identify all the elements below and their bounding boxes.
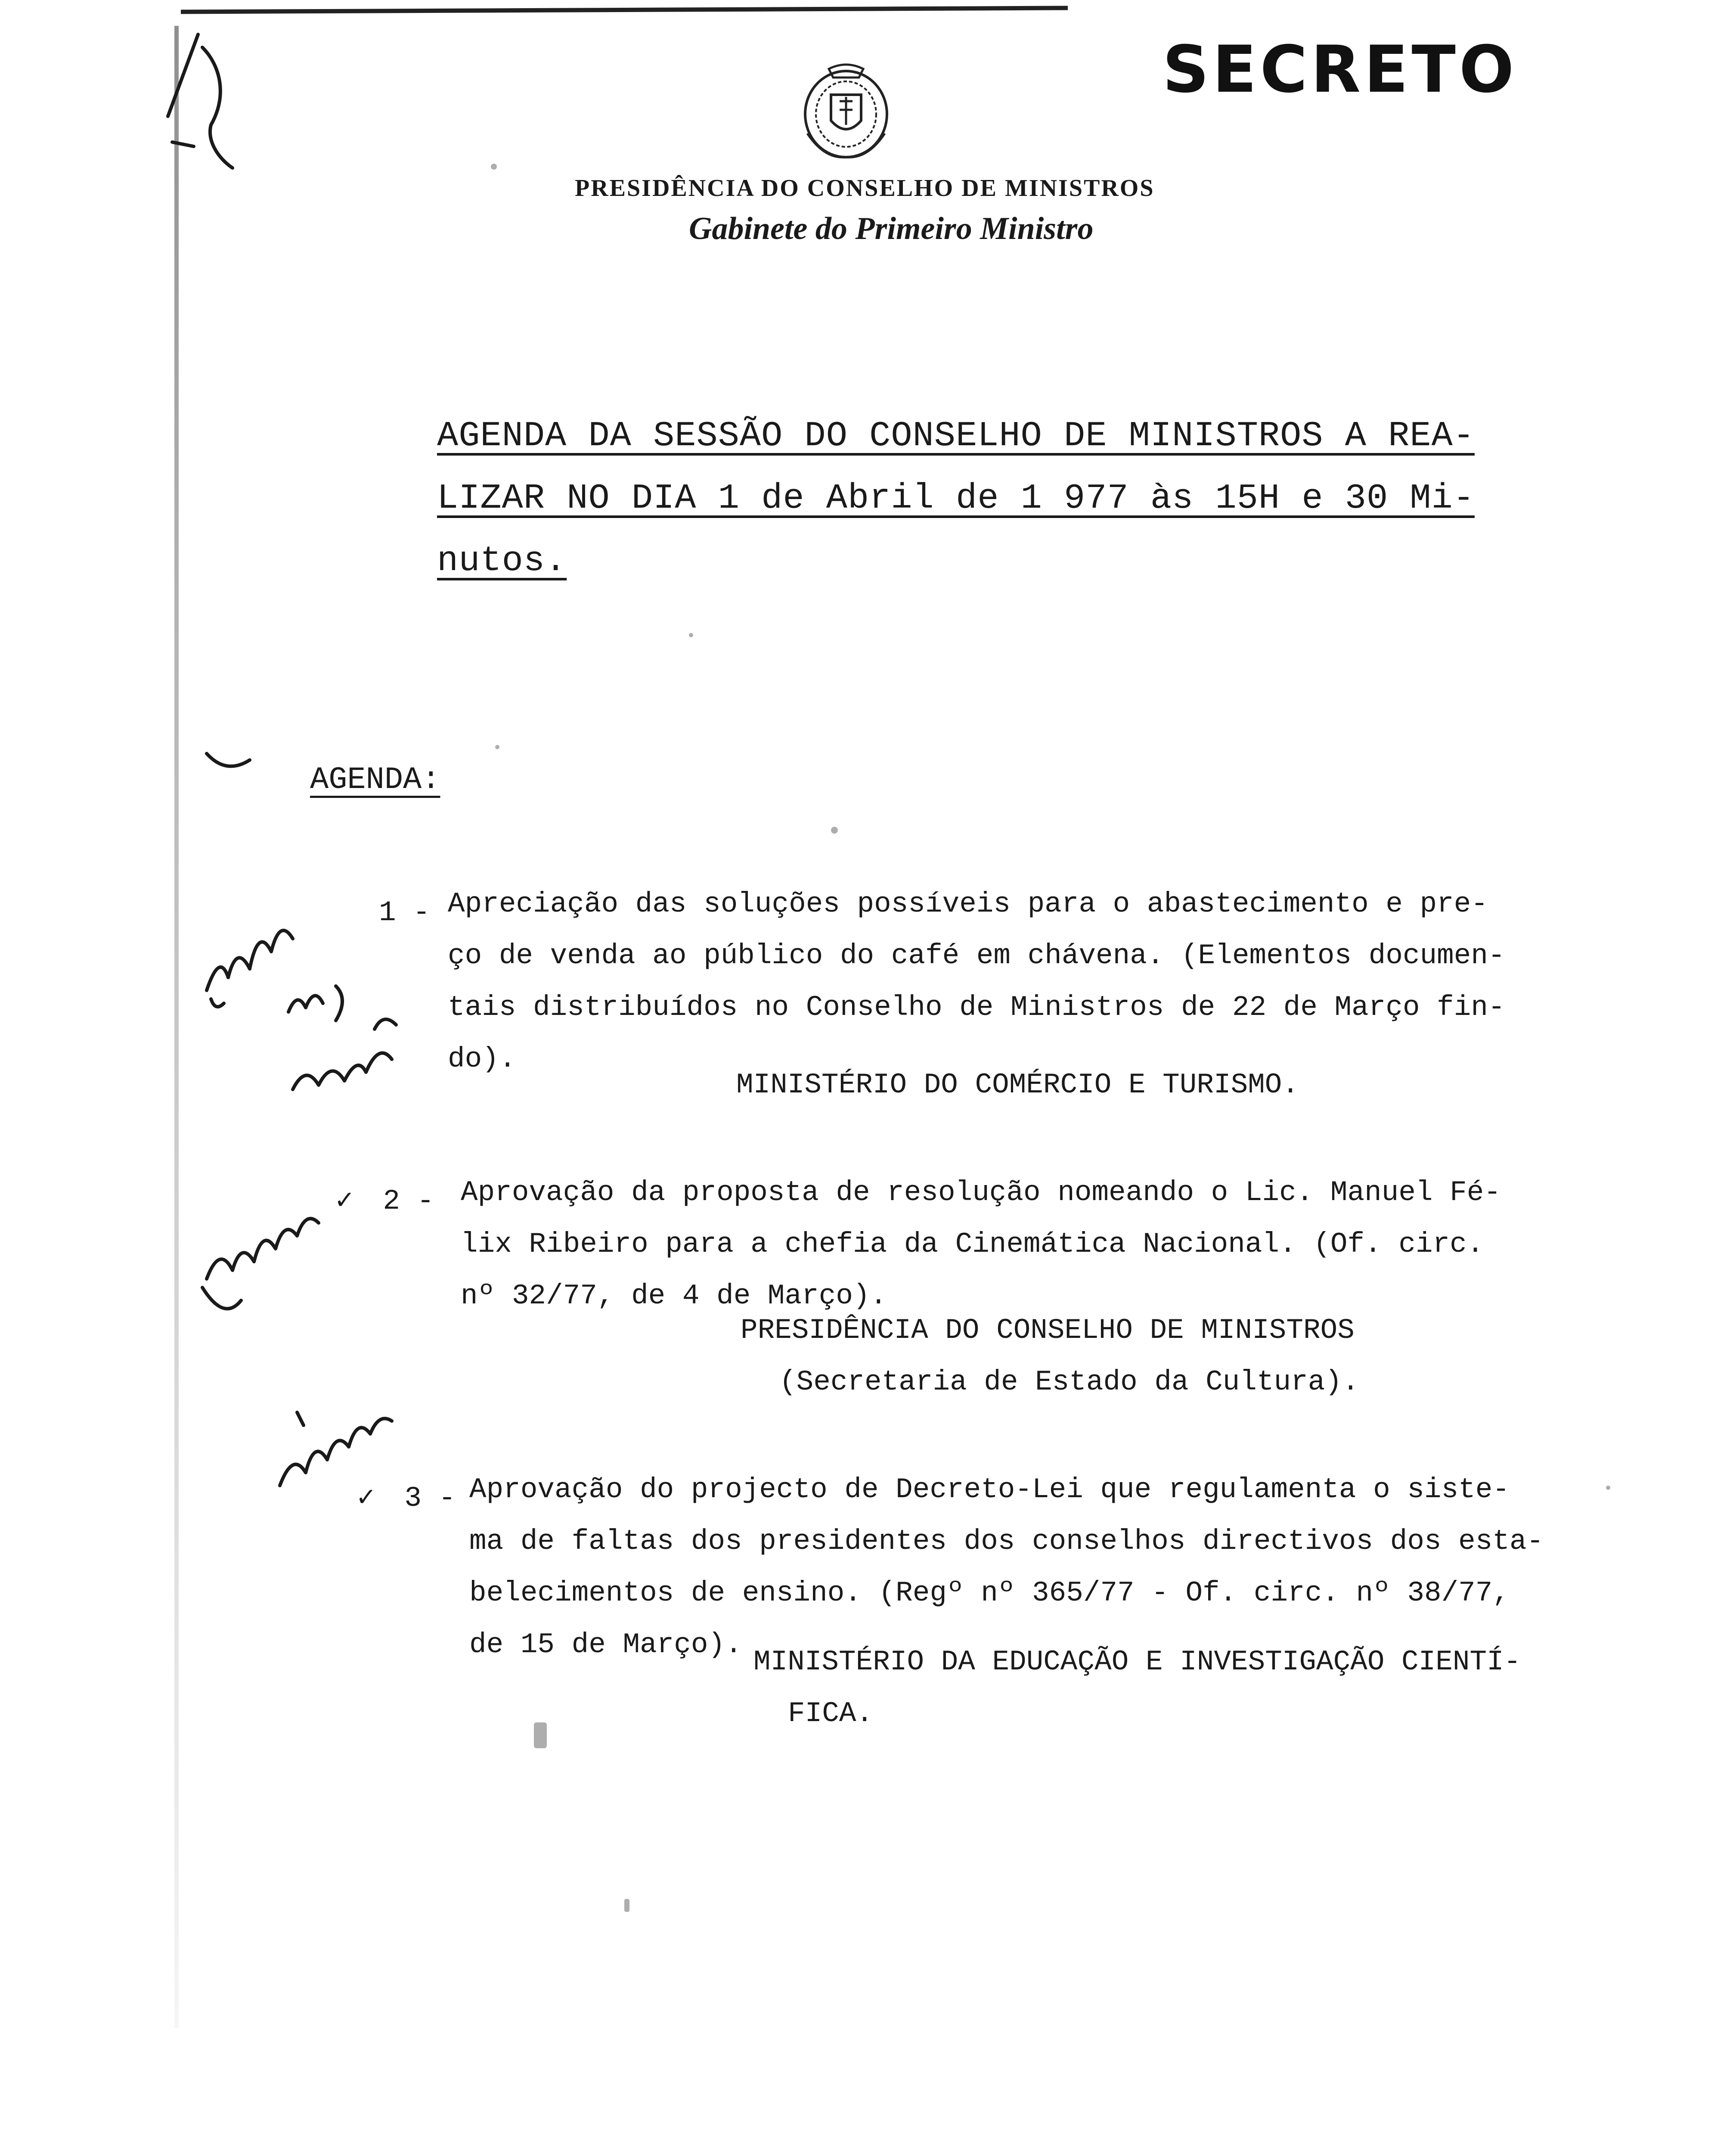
- agenda-item-1-line: do).: [448, 1043, 516, 1075]
- scan-speck: [534, 1722, 547, 1748]
- agenda-item-2-line: Aprovação da proposta de resolução nomeando o Lic. Manuel Fé-: [461, 1176, 1501, 1209]
- svg-text:Gabinete do Primeiro Ministro: Gabinete do Primeiro Ministro: [689, 211, 1094, 246]
- page-top-edge: [181, 6, 1068, 14]
- letterhead-institution: PRESIDÊNCIA DO CONSELHO DE MINISTROS: [575, 175, 1155, 202]
- classification-stamp: SECRETO: [1162, 32, 1518, 107]
- agenda-item-3-ministry: MINISTÉRIO DA EDUCAÇÃO E INVESTIGAÇÃO CIENTÍ- FICA.: [753, 1646, 1521, 1730]
- agenda-item-3-number: ✓ 3 -: [357, 1482, 456, 1514]
- coat-of-arms-emblem: [799, 60, 893, 164]
- agenda-item-1-number: 1 -: [379, 897, 430, 929]
- scan-speck: [831, 827, 838, 834]
- agenda-heading: AGENDA:: [310, 762, 440, 797]
- title-line: AGENDA DA SESSÃO DO CONSELHO DE MINISTROS A REA-: [437, 416, 1475, 456]
- agenda-item-1-ministry: MINISTÉRIO DO COMÉRCIO E TURISMO.: [736, 1069, 1299, 1101]
- title-line: LIZAR NO DIA 1 de Abril de 1 977 às 15H e 30 Mi-: [437, 478, 1475, 518]
- agenda-item-2-line: nº 32/77, de 4 de Março).: [461, 1280, 887, 1312]
- agenda-item-1-line: ço de venda ao público do café em chávena. (Elementos documen-: [448, 940, 1505, 972]
- scan-speck: [624, 1899, 629, 1912]
- margin-bracket-mark: [202, 745, 254, 779]
- agenda-item-2-line: lix Ribeiro para a chefia da Cinemática Nacional. (Of. circ.: [461, 1228, 1484, 1260]
- title-line: nutos.: [437, 541, 567, 581]
- scan-speck: [1606, 1486, 1610, 1490]
- handwritten-annotation-item-2: [194, 1193, 332, 1335]
- page-left-edge: [174, 26, 179, 2028]
- agenda-item-2: [461, 1167, 1501, 1322]
- margin-scribble: [142, 30, 245, 177]
- agenda-item-1: [448, 878, 1505, 1085]
- agenda-item-3-line: Aprovação do projecto de Decreto-Lei que regulamenta o siste-: [469, 1474, 1510, 1506]
- agenda-item-2-number: ✓ 2 -: [336, 1185, 434, 1217]
- agenda-item-1-line: tais distribuídos no Conselho de Ministros de 22 de Março fin-: [448, 991, 1505, 1024]
- scan-speck: [491, 164, 497, 170]
- letterhead-office-script: [689, 207, 1094, 254]
- scan-speck: [495, 745, 499, 749]
- handwritten-annotation-item-1: [194, 900, 435, 1115]
- agenda-item-3-line: ma de faltas dos presidentes dos conselhos directivos dos esta-: [469, 1525, 1544, 1557]
- handwritten-annotation-item-3: [271, 1399, 400, 1507]
- scan-speck: [689, 633, 693, 637]
- document-title: [437, 405, 1475, 592]
- agenda-item-3-line: de 15 de Março).: [469, 1629, 742, 1661]
- agenda-item-1-line: Apreciação das soluções possíveis para o abastecimento e pre-: [448, 888, 1488, 920]
- agenda-item-2-ministry: PRESIDÊNCIA DO CONSELHO DE MINISTROS (Secretaria de Estado da Cultura).: [741, 1314, 1359, 1398]
- agenda-item-3-line: belecimentos de ensino. (Regº nº 365/77 - Of. circ. nº 38/77,: [469, 1577, 1510, 1609]
